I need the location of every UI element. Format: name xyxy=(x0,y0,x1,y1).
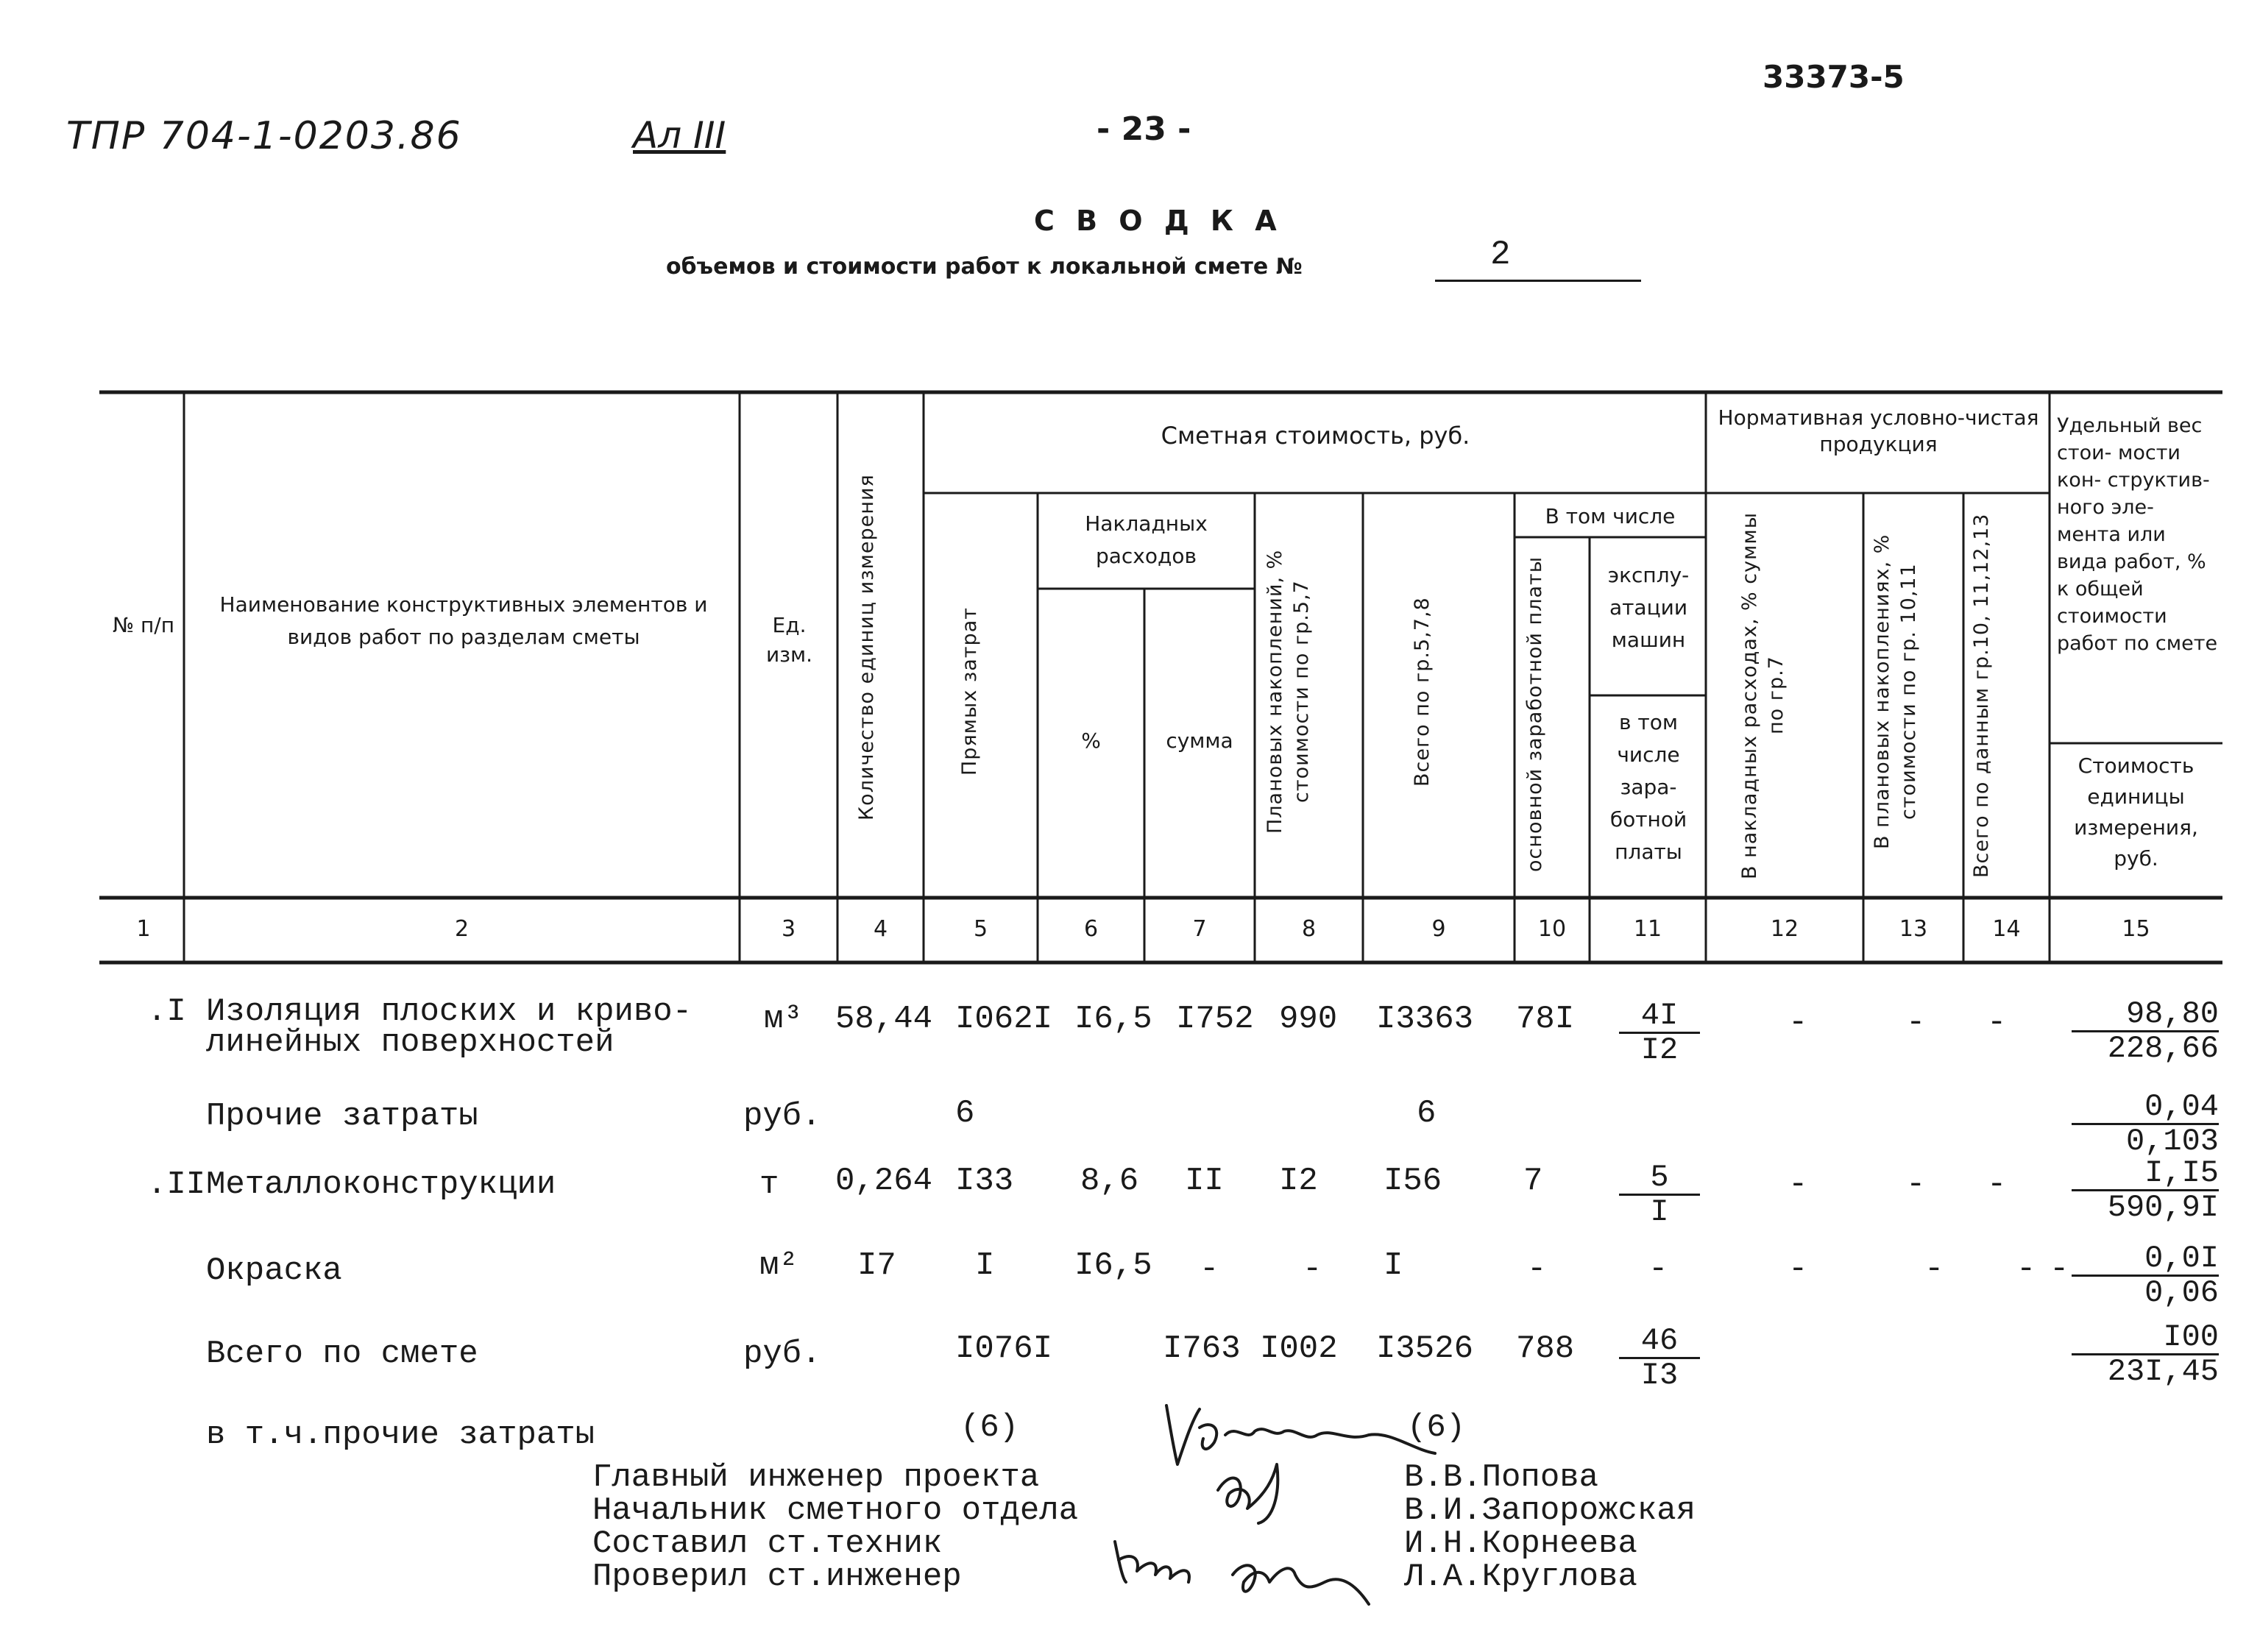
signature-name-zaporozhskaya: В.И.Запорожская xyxy=(1404,1492,1696,1529)
col-number: 11 xyxy=(1633,916,1662,942)
col-number: 9 xyxy=(1431,916,1446,942)
unit-cost-value: 23I,45 xyxy=(2107,1354,2219,1389)
col-header-no: № п/п xyxy=(112,613,175,637)
row-overhead-sum: I752 xyxy=(1176,1001,1254,1038)
signature-role-head-estimates: Начальник сметного отдела xyxy=(592,1492,1079,1529)
machines-wage-value: I3 xyxy=(1640,1358,1679,1393)
col-number: 10 xyxy=(1537,916,1567,942)
col-header-wage: основной заработной платы xyxy=(1523,556,1546,872)
row-wage: - xyxy=(1527,1251,1547,1288)
row-norm-total: - xyxy=(1987,1166,2007,1203)
row-planned: I002 xyxy=(1260,1330,1338,1367)
row-wage: 7 xyxy=(1523,1163,1543,1199)
row-norm-overhead: - xyxy=(1788,1004,1808,1041)
row-unit: руб. xyxy=(743,1336,821,1372)
row-quantity: 58,44 xyxy=(835,1001,933,1038)
row-quantity: 0,264 xyxy=(835,1163,933,1199)
col-number: 8 xyxy=(1301,916,1317,942)
row-overhead-pct: I6,5 xyxy=(1074,1001,1152,1038)
unit-cost-value: 228,66 xyxy=(2107,1031,2219,1066)
row-wage: 78I xyxy=(1516,1001,1575,1038)
signature-role-chief-engineer: Главный инженер проекта xyxy=(592,1459,1040,1496)
machines-value: 5 xyxy=(1619,1161,1700,1196)
row-norm-planned: - xyxy=(1906,1004,1926,1041)
row-norm-planned: - xyxy=(1906,1166,1926,1203)
col-header-unit-cost: Стоимость единицы измерения, руб. xyxy=(2074,754,2198,871)
row-col15-dash: - xyxy=(2050,1251,2069,1288)
signature-role-checked-by: Проверил ст.инженер xyxy=(592,1559,962,1595)
col-header-overhead-pct: % xyxy=(1081,728,1101,753)
col-header-norm-planned: В плановых накоплениях, % стоимости по гр. 10,11 xyxy=(1871,533,1920,850)
share-value: I,I5 xyxy=(2072,1157,2219,1191)
machines-value: 46 xyxy=(1619,1325,1700,1359)
col-number: 12 xyxy=(1770,916,1799,942)
unit-cost-value: 590,9I xyxy=(2107,1190,2219,1225)
col-header-machines-wage: в том числе зара- ботной платы xyxy=(1609,710,1687,864)
handwritten-project-code: ТПР 704-1-0203.86 xyxy=(66,114,462,158)
col-header-direct: Прямых затрат xyxy=(958,607,981,776)
row-norm-planned: - xyxy=(1924,1251,1944,1288)
share-value: I00 xyxy=(2072,1321,2219,1355)
row-number: .I xyxy=(147,993,186,1030)
col-header-overhead-group: Накладных расходов xyxy=(1085,511,1208,568)
smeta-number: 2 xyxy=(1490,235,1511,274)
row-name-line1: Окраска xyxy=(206,1252,342,1289)
row-norm-total: - xyxy=(1987,1004,2007,1041)
signature-role-compiled-by: Составил ст.техник xyxy=(592,1525,943,1562)
row-overhead-sum: I763 xyxy=(1163,1330,1241,1367)
row-direct: 6 xyxy=(955,1095,975,1132)
row-norm-overhead: - xyxy=(1788,1251,1808,1288)
share-value: 98,80 xyxy=(2072,998,2219,1032)
row-direct: (6) xyxy=(960,1409,1019,1446)
row-name-line2: линейных поверхностей xyxy=(206,1024,614,1061)
row-planned: I2 xyxy=(1279,1163,1318,1199)
row-total: 6 xyxy=(1417,1095,1437,1132)
unit-cost-value: 0,06 xyxy=(2144,1275,2219,1311)
row-direct: I xyxy=(975,1247,995,1284)
document-number: 33373-5 xyxy=(1763,59,1905,95)
page-number: - 23 - xyxy=(1097,110,1191,148)
col-header-planned: Плановых накоплений, % стоимости по гр.5,7 xyxy=(1264,549,1313,834)
col-number: 4 xyxy=(873,916,888,942)
col-number: 2 xyxy=(454,916,470,942)
handwritten-signatures xyxy=(1089,1383,1442,1626)
handwritten-album-mark: Ал III xyxy=(633,114,726,157)
row-wage: 788 xyxy=(1516,1330,1575,1367)
row-share-cost xyxy=(2072,1321,2219,1388)
col-header-name: Наименование конструктивных элементов и видов работ по разделам сметы xyxy=(219,592,708,649)
col-number: 15 xyxy=(2122,916,2150,942)
row-unit: м³ xyxy=(764,1001,803,1038)
col-header-cost-group: Сметная стоимость, руб. xyxy=(1161,422,1470,450)
row-overhead-sum: II xyxy=(1185,1163,1224,1199)
row-total: I56 xyxy=(1384,1163,1442,1199)
row-planned: - xyxy=(1303,1251,1322,1288)
row-norm-overhead: - xyxy=(1788,1166,1808,1203)
row-share-cost xyxy=(2072,1157,2219,1224)
unit-cost-value: 0,103 xyxy=(2125,1124,2219,1159)
share-value: 0,0I xyxy=(2072,1242,2219,1277)
col-number: 6 xyxy=(1083,916,1099,942)
col-header-overhead-sum: сумма xyxy=(1166,728,1233,753)
machines-value: 4I xyxy=(1619,999,1700,1034)
row-planned: 990 xyxy=(1279,1001,1338,1038)
document-subtitle: объемов и стоимости работ к локальной смете № xyxy=(666,254,1303,280)
col-header-total: Всего по гр.5,7,8 xyxy=(1411,597,1434,787)
col-header-norm-total: Всего по данным гр.10, 11,12,13 xyxy=(1970,513,1993,878)
row-name-line1: Всего по смете xyxy=(206,1336,478,1372)
signature-name-korneeva: И.Н.Корнеева xyxy=(1404,1525,1637,1562)
row-name-line1: в т.ч.прочие затраты xyxy=(206,1417,595,1453)
col-header-machines: эксплу- атации машин xyxy=(1607,563,1690,652)
row-total: I xyxy=(1384,1247,1403,1284)
row-number: .II xyxy=(147,1166,206,1203)
row-name-line1: Прочие затраты xyxy=(206,1098,478,1135)
row-direct: I076I xyxy=(955,1330,1053,1367)
row-overhead-pct: 8,6 xyxy=(1080,1163,1139,1199)
col-number: 1 xyxy=(136,916,151,942)
row-overhead-sum: - xyxy=(1200,1251,1219,1288)
row-share-cost xyxy=(2072,1091,2219,1158)
col-header-norm-group: Нормативная условно-чистая продукция xyxy=(1718,405,2039,456)
row-name-line1: Изоляция плоских и криво- xyxy=(206,993,692,1030)
col-header-unit: Eд. изм. xyxy=(765,613,813,667)
signature-name-kruglova: Л.А.Круглова xyxy=(1404,1559,1637,1595)
row-unit: руб. xyxy=(743,1098,821,1135)
row-machines xyxy=(1619,1161,1700,1228)
row-machines xyxy=(1619,999,1700,1066)
row-name-line1: Металлоконструкции xyxy=(206,1166,556,1203)
col-header-incl-group: В том числе xyxy=(1545,504,1676,528)
col-number: 14 xyxy=(1992,916,2021,942)
row-unit: т xyxy=(759,1166,779,1203)
row-quantity: I7 xyxy=(857,1247,896,1284)
row-total: (6) xyxy=(1407,1409,1466,1446)
row-total: I3363 xyxy=(1376,1001,1474,1038)
document-title: С В О Д К А xyxy=(1034,205,1283,237)
col-number: 3 xyxy=(781,916,796,942)
row-share-cost xyxy=(2072,998,2219,1065)
signature-name-popova: В.В.Попова xyxy=(1404,1459,1599,1496)
share-value: 0,04 xyxy=(2072,1091,2219,1125)
row-machines xyxy=(1619,1325,1700,1392)
machines-wage-value: I2 xyxy=(1640,1032,1679,1068)
machines-wage-value: I xyxy=(1650,1194,1669,1230)
row-direct: I062I xyxy=(955,1001,1053,1038)
col-number: 5 xyxy=(973,916,988,942)
row-direct: I33 xyxy=(955,1163,1014,1199)
row-total: I3526 xyxy=(1376,1330,1474,1367)
col-number: 7 xyxy=(1192,916,1207,942)
row-machines: - xyxy=(1648,1251,1668,1288)
row-norm-total: - xyxy=(2016,1251,2036,1288)
row-overhead-pct: I6,5 xyxy=(1074,1247,1152,1284)
col-header-norm-overhead: В накладных расходах, % суммы по гр.7 xyxy=(1738,511,1788,879)
row-unit: м² xyxy=(759,1247,798,1284)
col-header-quantity: Количество единиц измерения xyxy=(855,474,878,821)
row-share-cost xyxy=(2072,1242,2219,1309)
col-number: 13 xyxy=(1899,916,1928,942)
col-header-share: Удельный вес стои- мости кон- структив- ного эле- мента или вида работ, % к общей стоимости работ по смете xyxy=(2057,414,2218,655)
